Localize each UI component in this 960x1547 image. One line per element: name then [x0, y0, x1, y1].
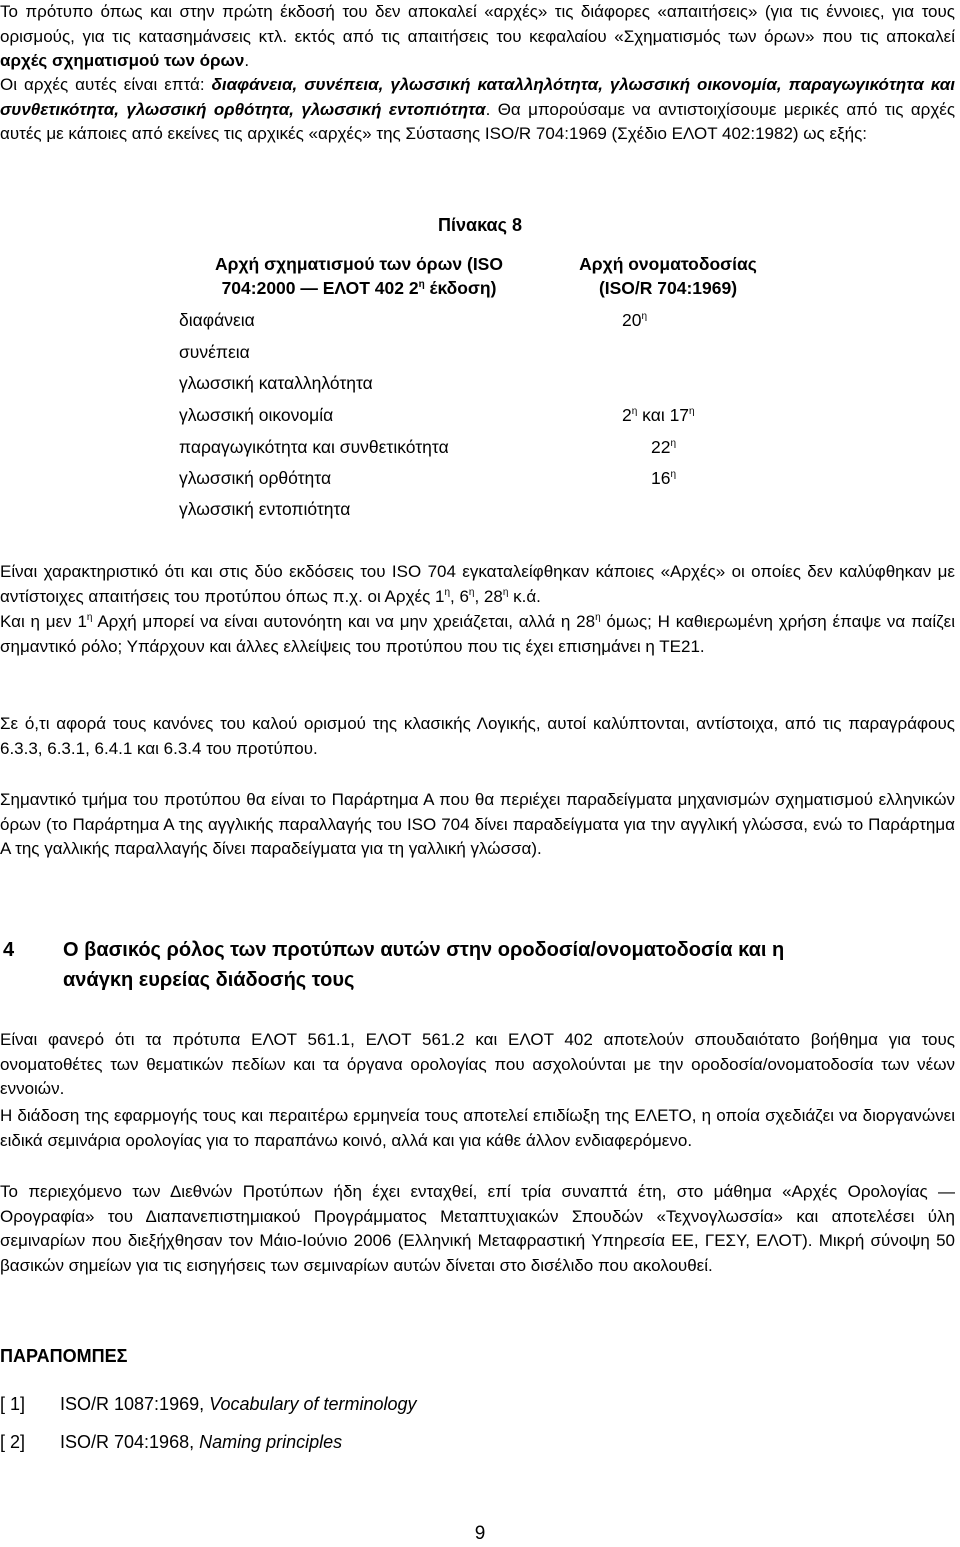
section-title-line2: ανάγκη ευρείας διάδοσής τους [63, 969, 355, 991]
intro-p1-bold: αρχές σχηματισμού των όρων [0, 51, 245, 70]
sup-eta: η [468, 586, 475, 598]
text-run: , 6 [450, 586, 469, 606]
text-run: Αρχή μπορεί να είναι αυτονόητη και να μην χρειάζεται, αλλά η 28 [92, 612, 596, 631]
table-cell-right [622, 308, 647, 332]
table-header-left-line1: Αρχή σχηματισμού των όρων (ISO [215, 254, 503, 274]
cell-sup: η [631, 406, 638, 417]
section4-paragraph-2: Η διάδοση της εφαρμογής τους και περαιτέρω ερμηνεία τους αποτελεί επιδίωξη της ΕΛΕΤΟ, η οποία σχεδιάζει να διοργανώνει ειδικά σεμινάρια ορολογίας για το παραπάνω κοινό, αλλά και για κάθε άλλον ενδιαφερόμενο. [0, 1106, 955, 1150]
reference-text: ISO/R 704:1968, [60, 1432, 200, 1452]
intro-p2-start: Οι αρχές αυτές είναι επτά: [0, 75, 212, 94]
intro-p2-rest: . Θα μπορούσαμε να αντιστοιχίσουμε μερικές από τις αρχές αυτές με κάποιες από εκείνες τις αρχικές «αρχές» της Σύστασης ISO/R 704:1969 (Σχέδιο ΕΛΟΤ 402:1982) ως εξής: [0, 99, 956, 143]
sup-eta: η [444, 586, 451, 598]
cell-sup: η [670, 438, 677, 449]
intro-p2-principles: διαφάνεια, συνέπεια, γλωσσική καταλληλότητα, γλωσσική οικονομία, παραγωγικότητα και συνθετικότητα, γλωσσική ορθότητα, γλωσσική εντοπιότητα [0, 75, 955, 119]
section-title-line1: Ο βασικός ρόλος των προτύπων αυτών στην οροδοσία/ονοματοδοσία και η [63, 939, 785, 961]
table-cell-left: συνέπεια [179, 342, 250, 362]
intro-paragraph-2 [0, 73, 955, 147]
cell-sup: η [641, 311, 648, 322]
cell-sup: η [670, 469, 677, 480]
reference-text: ISO/R 1087:1969, [60, 1394, 210, 1414]
table-header-right-line1: Αρχή ονοματοδοσίας [579, 254, 757, 274]
table-header-left [176, 252, 542, 300]
references-title: ΠΑΡΑΠΟΜΠΕΣ [0, 1346, 128, 1366]
section4-paragraph-3: Το περιεχόμενο των Διεθνών Προτύπων ήδη έχει ενταχθεί, επί τρία συναπτά έτη, στο μάθημα «Αρχές Ορολογίας — Ορογραφία» του Διαπανεπιστημιακού Προγράμματος Μεταπτυχιακών Σπουδών «Τεχνογλωσσία» και αποτελέσει ύλη σεμιναρίων που διεξήχθησαν τον Μάιο-Ιούνιο 2006 (Ελληνική Μεταφραστική Υπηρεσία ΕΕ, ΓΕΣΥ, ΕΛΟΤ). Μικρή σύνοψη 50 βασικών σημείων για τις εισηγήσεις των σεμιναρίων αυτών δίνεται στο δισέλιδο που ακολουθεί. [0, 1182, 955, 1275]
after-table-paragraph-3: Σε ό,τι αφορά τους κανόνες του καλού ορισμού της κλασικής Λογικής, αυτοί καλύπτονται, αντίστοιχα, από τις παραγράφους 6.3.3, 6.3.1, 6.4.1 και 6.3.4 του προτύπου. [0, 714, 955, 758]
cell-value: 2 [622, 405, 632, 425]
table-header-left-line2a: 704:2000 — ΕΛΟΤ 402 2 [221, 278, 419, 298]
table-cell-right [622, 403, 695, 427]
table-cell-left: γλωσσική καταλληλότητα [179, 373, 373, 393]
reference-title: Naming principles [199, 1432, 343, 1452]
table-cell-left: παραγωγικότητα και συνθετικότητα [179, 437, 449, 457]
intro-paragraph-1 [0, 0, 955, 74]
table-cell-left: γλωσσική ορθότητα [179, 468, 332, 488]
text-run: κ.ά. [508, 586, 541, 606]
reference-label: [ 1] [0, 1394, 26, 1414]
after-table-paragraph-1 [0, 560, 955, 609]
reference-title: Vocabulary of terminology [209, 1394, 417, 1414]
reference-entry [60, 1430, 342, 1454]
section-number: 4 [3, 939, 15, 961]
section4-paragraph-1: Είναι φανερό ότι τα πρότυπα ΕΛΟΤ 561.1, ΕΛΟΤ 561.2 και ΕΛΟΤ 402 αποτελούν σπουδαιότατο βοήθημα για τους ονοματοθέτες των θεματικών πεδίων και τα όργανα ορολογίας που ασχολούνται με την οροδοσία/ονοματοδοσία των νέων εννοιών. [0, 1030, 955, 1098]
cell-value: 16 [651, 468, 671, 488]
page-number: 9 [474, 1523, 486, 1544]
text-run: Είναι χαρακτηριστικό ότι και στις δύο εκδόσεις του ISO 704 εγκαταλείφθηκαν κάποιες «Αρχές» οι οποίες δεν καλύφθηκαν με αντίστοιχες απαιτήσεις του προτύπου όπως π.χ. οι Αρχές 1 [0, 562, 955, 606]
text-run: Και η μεν 1 [0, 612, 87, 631]
cell-value-b: και 17 [637, 405, 690, 425]
cell-value: 20 [622, 310, 642, 330]
table-header-right [548, 252, 788, 300]
after-table-paragraph-2 [0, 610, 955, 659]
sup-eta: η [595, 612, 601, 623]
reference-entry [60, 1392, 417, 1416]
table-caption: Πίνακας 8 [438, 215, 522, 235]
cell-sup-b: η [689, 406, 695, 417]
cell-value: 22 [651, 437, 671, 457]
text-run: όμως; Η καθιερωμένη χρήση έπαψε να παίζει σημαντικό ρόλο; Υπάρχουν και άλλες ελλείψεις του προτύπου που τις έχει επισημάνει η ΤΕ21. [0, 612, 955, 656]
table-cell-right [651, 466, 676, 490]
table-header-left-line2b: έκδοση) [424, 278, 497, 298]
table-cell-right [651, 435, 676, 459]
intro-p1-text: Το πρότυπο όπως και στην πρώτη έκδοσή του δεν αποκαλεί «αρχές» τις διάφορες «απαιτήσεις» (για τις έννοιες, για τους ορισμούς, για τις κατασημάνσεις κτλ. εκτός από τις απαιτήσεις του κεφαλαίου «Σχηματισμός των όρων» που τις αποκαλεί [0, 2, 955, 46]
after-table-paragraph-4: Σημαντικό τμήμα του προτύπου θα είναι το Παράρτημα Α που θα περιέχει παραδείγματα μηχανισμών σχηματισμού ελληνικών όρων (το Παράρτημα Α της αγγλικής παραλλαγής του ISO 704 δίνει παραδείγματα για την αγγλική γλώσσα, ενώ το Παράρτημα Α της γαλλικής παραλλαγής δίνει παραδείγματα για τη γαλλική γλώσσα). [0, 790, 955, 858]
table-header-left-sup: η [418, 279, 425, 290]
table-header-right-line2: (ISO/R 704:1969) [598, 278, 738, 298]
reference-label: [ 2] [0, 1432, 26, 1452]
sup-eta: η [502, 586, 509, 598]
table-cell-left: γλωσσική οικονομία [179, 405, 334, 425]
text-run: , 28 [474, 586, 503, 606]
table-header-left-line2 [176, 276, 542, 300]
table-cell-left: γλωσσική εντοπιότητα [179, 499, 351, 519]
sup-eta: η [86, 612, 93, 623]
table-cell-left: διαφάνεια [179, 310, 255, 330]
section-title [63, 935, 943, 995]
intro-p1-end: . [244, 51, 250, 70]
